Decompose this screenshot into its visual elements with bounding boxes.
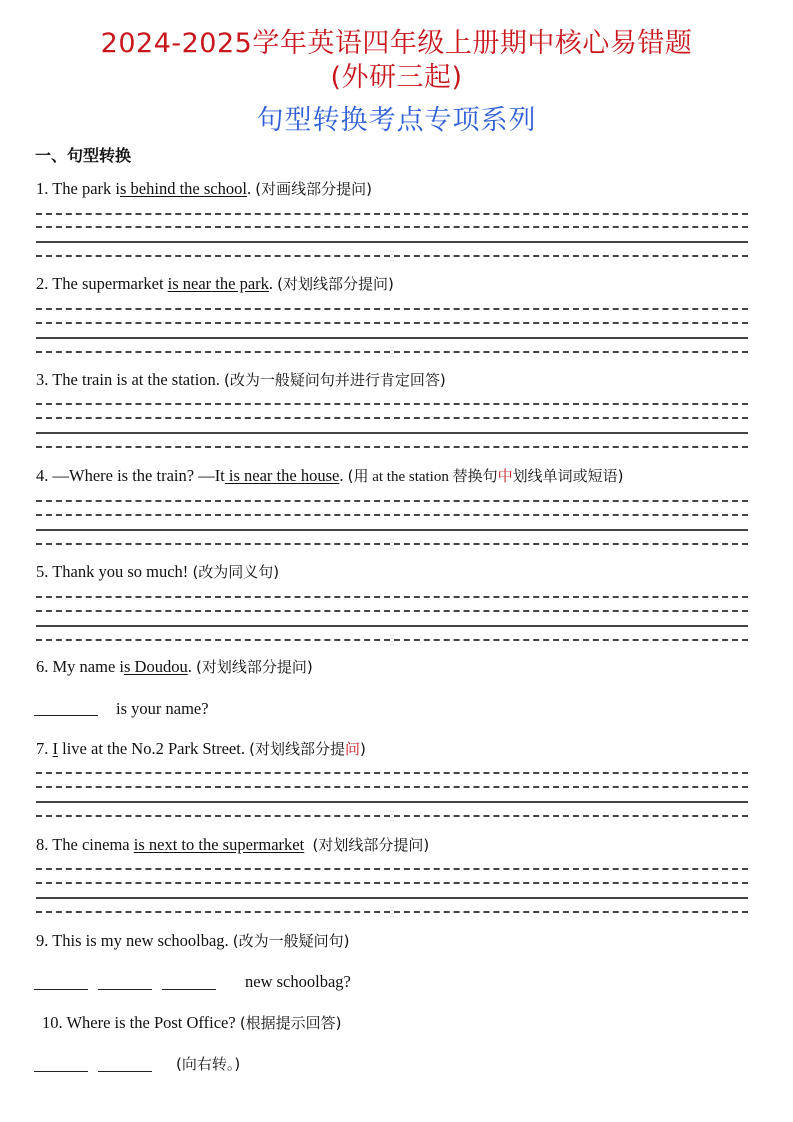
answer-line [36,213,748,215]
question-number: 6. [36,657,49,676]
answer-line [36,543,748,545]
answer-line [36,403,748,405]
answer-line [36,322,748,324]
question-instruction: ) [359,740,366,758]
question-text: Where is the Post Office? [66,1013,240,1032]
question-punct: . [246,179,252,198]
question-number: 3. [36,370,49,389]
answer-line [36,432,748,434]
answer-line [36,308,748,310]
answer-line [36,897,748,899]
question-instruction: (对画线部分提问) [255,180,372,198]
question-number: 10. [42,1013,63,1032]
question-6 [36,656,313,678]
answer-stem: new schoolbag? [245,972,351,991]
question-instruction: (根据提示回答) [239,1014,342,1032]
question-number: 1. [36,179,49,198]
answer-line [36,596,748,598]
answer-line [36,255,748,257]
question-text: The cinema [52,835,134,854]
fill-blank[interactable] [34,1071,88,1072]
answer-line [36,610,748,612]
question-3 [36,369,446,391]
answer-line [36,417,748,419]
answer-line [36,815,748,817]
underlined-phrase: is near the park [167,274,269,293]
question-instruction: (改为同义句) [192,563,280,581]
question-number: 2. [36,274,49,293]
question-text: The supermarket [52,274,168,293]
question-instruction: 替换句 [452,467,498,485]
question-1 [36,178,372,200]
question-instruction: (改为一般疑问句并进行肯定回答) [224,371,446,389]
answer-line [36,772,748,774]
answer-line [36,625,748,627]
underlined-phrase: is next to the supermarket [133,835,305,854]
question-instruction-phrase: at the station [368,469,453,485]
question-number: 9. [36,931,49,950]
question-instruction: 中 [497,467,513,485]
question-text: The train is at the station. [52,370,225,389]
fill-blank[interactable] [34,715,98,716]
question-text: Thank you so much! [52,562,193,581]
question-instruction: (用 [347,467,369,485]
answer-line [36,868,748,870]
question-instruction: (对划线部分提问) [277,275,394,293]
question-5 [36,561,279,583]
answer-line [36,241,748,243]
question-instruction: 划线单词或短语) [512,467,624,485]
question-number: 8. [36,835,49,854]
question-number: 4. [36,466,49,485]
question-text: live at the No.2 Park Street. [58,739,250,758]
question-7 [36,738,366,760]
answer-line [36,226,748,228]
question-punct: . [339,466,348,485]
underlined-phrase: s behind the school [120,179,247,198]
question-number: 7. [36,739,49,758]
answer-line [36,882,748,884]
question-9 [36,930,350,952]
answer-line [36,529,748,531]
document-title-edition: (外研三起) [330,62,463,93]
document-subtitle: 句型转换考点专项系列 [256,105,537,136]
question-2 [36,273,394,295]
question-instruction: (对划线部分提 [249,740,345,758]
answer-hint: (向右转。) [176,1055,241,1073]
question-text: The park i [52,179,121,198]
answer-line [36,911,748,913]
answer-line [36,337,748,339]
question-10 [42,1012,342,1034]
question-instruction: (对划线部分提问) [195,658,313,676]
answer-line [36,786,748,788]
answer-stem: is your name? [116,699,209,718]
question-instruction: (对划线部分提问) [312,836,430,854]
fill-blank[interactable] [98,989,152,990]
question-text: My name i [52,657,124,676]
question-4 [36,465,624,488]
answer-line [36,639,748,641]
answer-line [36,514,748,516]
question-text: —Where is the train? —It [52,466,225,485]
answer-line [36,500,748,502]
question-text: This is my new schoolbag. [52,931,233,950]
question-instruction: 问 [344,740,360,758]
question-instruction: (改为一般疑问句) [232,932,350,950]
fill-blank[interactable] [34,989,88,990]
question-punct: . [187,657,196,676]
underlined-phrase: is near the house [224,466,340,485]
question-punct: . [268,274,274,293]
answer-line [36,351,748,353]
answer-line [36,801,748,803]
question-number: 5. [36,562,49,581]
section-heading: 一、句型转换 [35,146,132,165]
underlined-phrase: I [52,739,58,758]
fill-blank[interactable] [98,1071,152,1072]
underlined-phrase: s Doudou [124,657,188,676]
question-8 [36,834,429,856]
fill-blank[interactable] [162,989,216,990]
document-title: 2024-2025学年英语四年级上册期中核心易错题 [100,28,693,59]
answer-line [36,446,748,448]
